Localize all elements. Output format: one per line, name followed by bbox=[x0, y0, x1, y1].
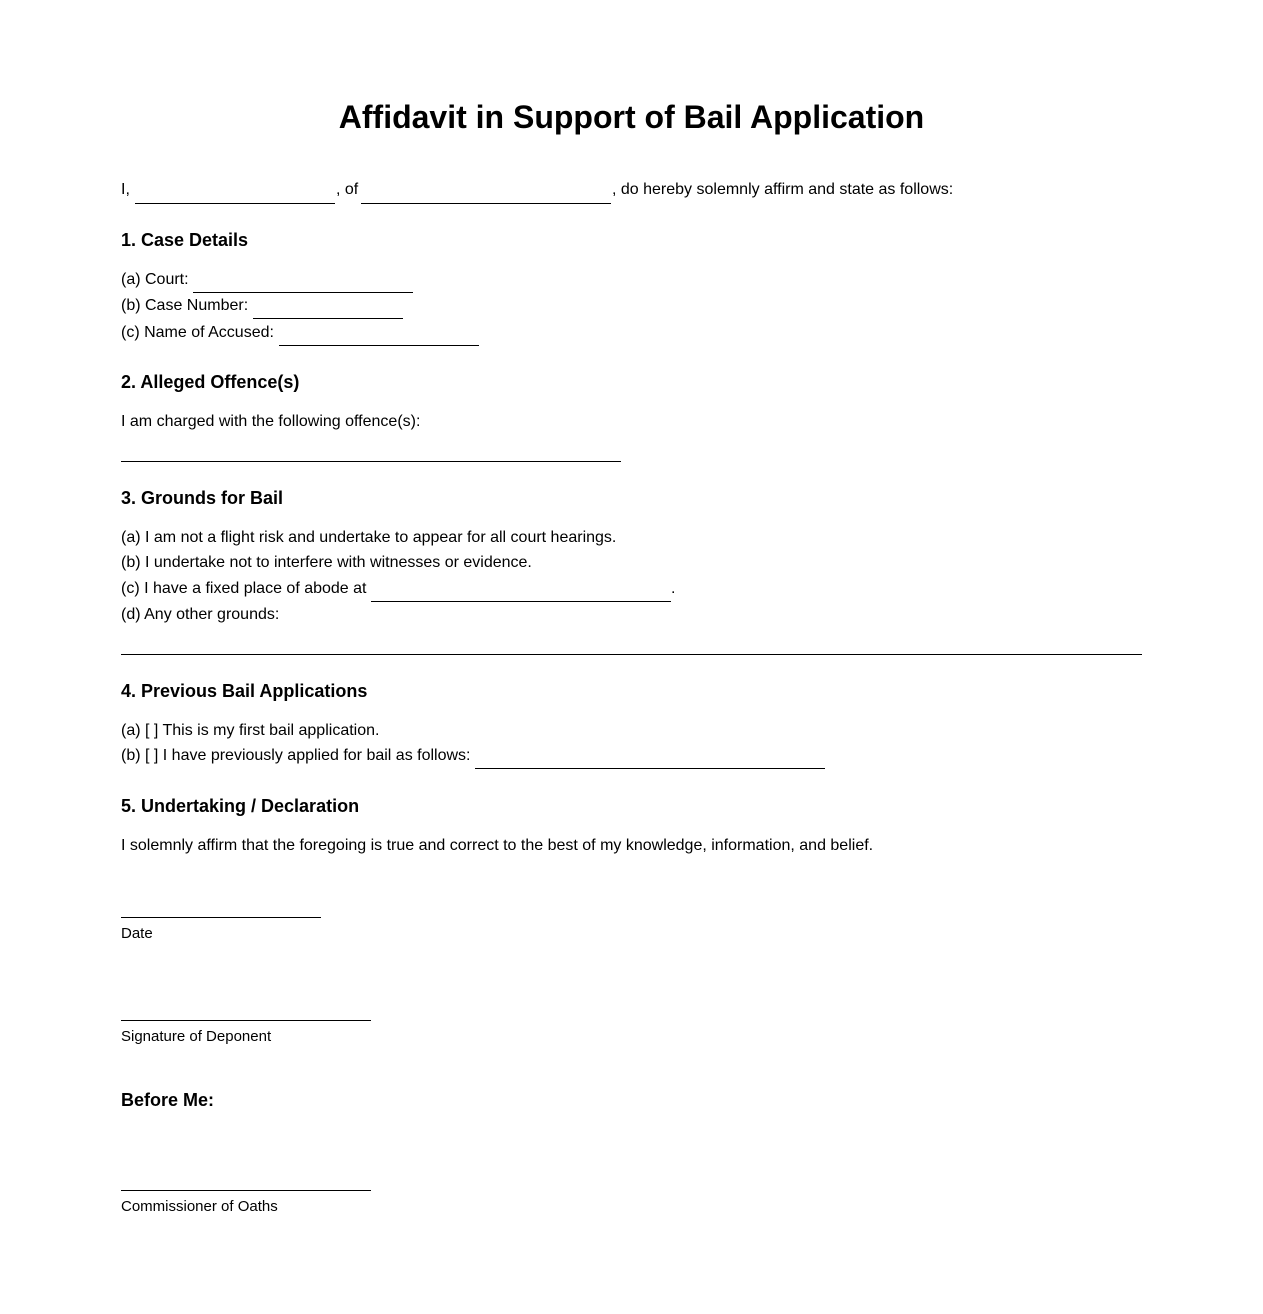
section-heading-previous: 4. Previous Bail Applications bbox=[121, 681, 368, 701]
commissioner-label: Commissioner of Oaths bbox=[121, 1198, 278, 1215]
deponent-name-field[interactable] bbox=[135, 203, 335, 204]
ground-b: (b) I undertake not to interfere with witnesses or evidence. bbox=[121, 554, 532, 571]
date-label: Date bbox=[121, 925, 153, 942]
case-number-label: (b) Case Number: bbox=[121, 297, 249, 314]
accused-name-label: (c) Name of Accused: bbox=[121, 324, 274, 341]
intro-suffix: , do hereby solemnly affirm and state as follows: bbox=[612, 181, 954, 198]
offences-field[interactable] bbox=[121, 461, 621, 462]
ground-d: (d) Any other grounds: bbox=[121, 606, 280, 623]
case-number-field[interactable] bbox=[253, 318, 403, 319]
accused-name-field[interactable] bbox=[279, 345, 479, 346]
deponent-signature-field[interactable] bbox=[121, 1020, 371, 1021]
commissioner-signature-field[interactable] bbox=[121, 1190, 371, 1191]
document-title: Affidavit in Support of Bail Application bbox=[338, 99, 925, 135]
section-heading-offences: 2. Alleged Offence(s) bbox=[121, 372, 300, 392]
ground-c: (c) I have a fixed place of abode at bbox=[121, 580, 367, 597]
before-me-heading: Before Me: bbox=[121, 1090, 215, 1110]
court-label: (a) Court: bbox=[121, 271, 189, 288]
previous-b[interactable]: (b) [ ] I have previously applied for bail as follows: bbox=[121, 747, 471, 764]
declaration-text: I solemnly affirm that the foregoing is true and correct to the best of my knowledge, information, and belief. bbox=[121, 837, 874, 854]
other-grounds-field[interactable] bbox=[121, 654, 1142, 655]
intro-prefix: I, bbox=[121, 181, 130, 198]
deponent-address-field[interactable] bbox=[361, 203, 611, 204]
date-field[interactable] bbox=[121, 917, 321, 918]
previous-a[interactable]: (a) [ ] This is my first bail application. bbox=[121, 722, 380, 739]
section-heading-declaration: 5. Undertaking / Declaration bbox=[121, 796, 360, 816]
ground-a: (a) I am not a flight risk and undertake to appear for all court hearings. bbox=[121, 529, 617, 546]
ground-c-end: . bbox=[671, 580, 676, 597]
offences-text: I am charged with the following offence(s): bbox=[121, 413, 421, 430]
court-field[interactable] bbox=[193, 292, 413, 293]
section-heading-grounds: 3. Grounds for Bail bbox=[121, 488, 284, 508]
deponent-signature-label: Signature of Deponent bbox=[121, 1028, 272, 1045]
intro-mid: , of bbox=[336, 181, 359, 198]
section-heading-case-details: 1. Case Details bbox=[121, 230, 249, 250]
previous-applications-field[interactable] bbox=[475, 768, 825, 769]
abode-address-field[interactable] bbox=[371, 601, 671, 602]
